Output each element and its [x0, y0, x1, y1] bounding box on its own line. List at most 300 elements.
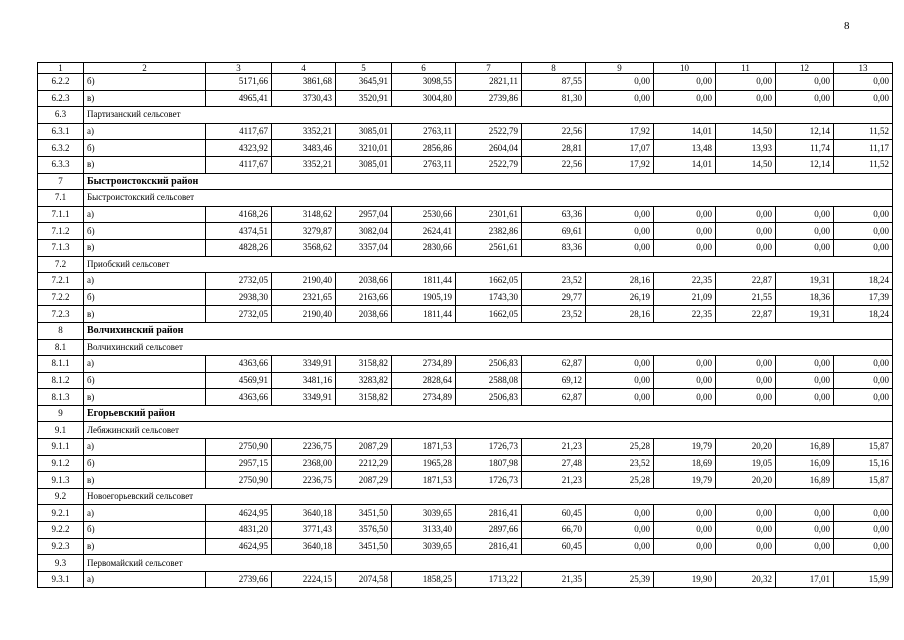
cell-col-6: 2763,11: [392, 123, 456, 140]
cell-col-3: 4363,66: [206, 356, 272, 373]
row-number: 7: [38, 173, 84, 190]
table-row: [38, 571, 893, 588]
cell-col-5: 2038,66: [336, 273, 392, 290]
cell-col-3: 4624,95: [206, 505, 272, 522]
cell-col-11: 0,00: [716, 505, 776, 522]
cell-col-13: 0,00: [834, 389, 893, 406]
row-variant: а): [84, 505, 206, 522]
district-title: Волчихинский район: [84, 322, 893, 339]
cell-col-11: 20,32: [716, 571, 776, 588]
table-row: [38, 74, 893, 91]
table-row: [38, 206, 893, 223]
cell-col-13: 18,24: [834, 273, 893, 290]
row-variant: в): [84, 389, 206, 406]
cell-col-12: 18,36: [776, 289, 834, 306]
cell-col-10: 0,00: [654, 206, 716, 223]
cell-col-10: 0,00: [654, 239, 716, 256]
cell-col-3: 4168,26: [206, 206, 272, 223]
column-header-12: 12: [776, 63, 834, 74]
cell-col-12: 19,31: [776, 306, 834, 323]
cell-col-8: 23,52: [522, 306, 586, 323]
section-title: Быстроистокский сельсовет: [84, 190, 893, 207]
table-row: [38, 273, 893, 290]
cell-col-3: 4117,67: [206, 123, 272, 140]
row-variant: б): [84, 223, 206, 240]
cell-col-9: 25,39: [586, 571, 654, 588]
cell-col-5: 3283,82: [336, 372, 392, 389]
row-number: 6.2.3: [38, 90, 84, 107]
cell-col-11: 0,00: [716, 538, 776, 555]
row-number: 7.1: [38, 190, 84, 207]
row-variant: а): [84, 273, 206, 290]
cell-col-5: 3158,82: [336, 389, 392, 406]
cell-col-5: 2163,66: [336, 289, 392, 306]
section-row: [38, 422, 893, 439]
cell-col-3: 2732,05: [206, 273, 272, 290]
cell-col-6: 3039,65: [392, 538, 456, 555]
cell-col-7: 2506,83: [456, 389, 522, 406]
cell-col-10: 13,48: [654, 140, 716, 157]
cell-col-7: 2816,41: [456, 505, 522, 522]
row-number: 9.2.1: [38, 505, 84, 522]
row-variant: б): [84, 289, 206, 306]
row-variant: а): [84, 571, 206, 588]
cell-col-9: 0,00: [586, 223, 654, 240]
cell-col-12: 0,00: [776, 389, 834, 406]
cell-col-10: 19,79: [654, 472, 716, 489]
row-number: 6.3: [38, 107, 84, 124]
table-row: [38, 123, 893, 140]
row-number: 9.1.1: [38, 439, 84, 456]
cell-col-5: 2074,58: [336, 571, 392, 588]
cell-col-7: 2522,79: [456, 156, 522, 173]
row-variant: в): [84, 306, 206, 323]
cell-col-11: 13,93: [716, 140, 776, 157]
cell-col-11: 0,00: [716, 223, 776, 240]
cell-col-12: 0,00: [776, 522, 834, 539]
cell-col-8: 87,55: [522, 74, 586, 91]
table-row: [38, 356, 893, 373]
cell-col-12: 11,74: [776, 140, 834, 157]
cell-col-8: 62,87: [522, 356, 586, 373]
district-title: Егорьевский район: [84, 405, 893, 422]
cell-col-3: 2750,90: [206, 439, 272, 456]
row-variant: а): [84, 356, 206, 373]
cell-col-6: 1858,25: [392, 571, 456, 588]
cell-col-12: 12,14: [776, 123, 834, 140]
cell-col-12: 0,00: [776, 356, 834, 373]
cell-col-6: 2830,66: [392, 239, 456, 256]
cell-col-6: 2734,89: [392, 389, 456, 406]
cell-col-12: 0,00: [776, 538, 834, 555]
row-number: 8.1.2: [38, 372, 84, 389]
cell-col-7: 2821,11: [456, 74, 522, 91]
table-row: [38, 439, 893, 456]
cell-col-10: 0,00: [654, 356, 716, 373]
cell-col-9: 0,00: [586, 538, 654, 555]
row-number: 7.1.3: [38, 239, 84, 256]
cell-col-9: 0,00: [586, 74, 654, 91]
cell-col-12: 0,00: [776, 90, 834, 107]
cell-col-11: 0,00: [716, 522, 776, 539]
table-row: [38, 306, 893, 323]
cell-col-6: 2856,86: [392, 140, 456, 157]
cell-col-8: 21,35: [522, 571, 586, 588]
column-header-2: 2: [84, 63, 206, 74]
cell-col-3: 4374,51: [206, 223, 272, 240]
cell-col-9: 0,00: [586, 239, 654, 256]
cell-col-13: 0,00: [834, 356, 893, 373]
cell-col-11: 14,50: [716, 123, 776, 140]
cell-col-7: 2816,41: [456, 538, 522, 555]
cell-col-11: 20,20: [716, 439, 776, 456]
cell-col-3: 2938,30: [206, 289, 272, 306]
row-variant: в): [84, 90, 206, 107]
section-title: Партизанский сельсовет: [84, 107, 893, 124]
cell-col-10: 0,00: [654, 538, 716, 555]
cell-col-7: 2506,83: [456, 356, 522, 373]
cell-col-8: 21,23: [522, 472, 586, 489]
cell-col-13: 0,00: [834, 522, 893, 539]
cell-col-9: 0,00: [586, 90, 654, 107]
section-title: Волчихинский сельсовет: [84, 339, 893, 356]
cell-col-5: 2038,66: [336, 306, 392, 323]
cell-col-4: 2224,15: [272, 571, 336, 588]
cell-col-7: 2739,86: [456, 90, 522, 107]
cell-col-10: 0,00: [654, 372, 716, 389]
cell-col-6: 3133,40: [392, 522, 456, 539]
row-number: 7.2: [38, 256, 84, 273]
column-header-8: 8: [522, 63, 586, 74]
cell-col-4: 3481,16: [272, 372, 336, 389]
cell-col-11: 21,55: [716, 289, 776, 306]
column-header-5: 5: [336, 63, 392, 74]
cell-col-11: 19,05: [716, 455, 776, 472]
cell-col-5: 2212,29: [336, 455, 392, 472]
section-row: [38, 339, 893, 356]
cell-col-9: 26,19: [586, 289, 654, 306]
cell-col-8: 21,23: [522, 439, 586, 456]
cell-col-4: 3640,18: [272, 505, 336, 522]
cell-col-4: 3483,46: [272, 140, 336, 157]
table-row: [38, 389, 893, 406]
cell-col-6: 1871,53: [392, 472, 456, 489]
cell-col-7: 1662,05: [456, 273, 522, 290]
row-variant: б): [84, 74, 206, 91]
cell-col-3: 4624,95: [206, 538, 272, 555]
cell-col-3: 5171,66: [206, 74, 272, 91]
cell-col-10: 0,00: [654, 90, 716, 107]
cell-col-6: 1811,44: [392, 273, 456, 290]
cell-col-9: 0,00: [586, 522, 654, 539]
cell-col-3: 4117,67: [206, 156, 272, 173]
section-row: [38, 190, 893, 207]
cell-col-7: 1726,73: [456, 439, 522, 456]
cell-col-12: 16,09: [776, 455, 834, 472]
column-header-11: 11: [716, 63, 776, 74]
district-title: Быстроистокский район: [84, 173, 893, 190]
cell-col-11: 0,00: [716, 206, 776, 223]
cell-col-8: 81,30: [522, 90, 586, 107]
cell-col-12: 12,14: [776, 156, 834, 173]
cell-col-7: 1726,73: [456, 472, 522, 489]
cell-col-13: 0,00: [834, 239, 893, 256]
cell-col-8: 22,56: [522, 123, 586, 140]
cell-col-11: 14,50: [716, 156, 776, 173]
table-row: [38, 90, 893, 107]
cell-col-13: 0,00: [834, 74, 893, 91]
cell-col-6: 1811,44: [392, 306, 456, 323]
cell-col-11: 0,00: [716, 239, 776, 256]
cell-col-4: 2190,40: [272, 273, 336, 290]
cell-col-4: 3730,43: [272, 90, 336, 107]
cell-col-10: 19,90: [654, 571, 716, 588]
cell-col-13: 15,16: [834, 455, 893, 472]
cell-col-9: 0,00: [586, 389, 654, 406]
cell-col-10: 0,00: [654, 223, 716, 240]
cell-col-4: 3148,62: [272, 206, 336, 223]
district-row: [38, 405, 893, 422]
district-row: [38, 322, 893, 339]
table-row: [38, 239, 893, 256]
cell-col-13: 15,87: [834, 439, 893, 456]
section-row: [38, 555, 893, 572]
row-number: 7.2.2: [38, 289, 84, 306]
row-number: 6.3.3: [38, 156, 84, 173]
row-number: 7.1.2: [38, 223, 84, 240]
cell-col-7: 1743,30: [456, 289, 522, 306]
row-number: 9: [38, 405, 84, 422]
row-variant: б): [84, 140, 206, 157]
cell-col-5: 3085,01: [336, 123, 392, 140]
cell-col-11: 0,00: [716, 74, 776, 91]
table-row: [38, 455, 893, 472]
section-row: [38, 107, 893, 124]
cell-col-4: 3568,62: [272, 239, 336, 256]
table-row: [38, 505, 893, 522]
cell-col-5: 2087,29: [336, 472, 392, 489]
cell-col-12: 0,00: [776, 372, 834, 389]
cell-col-10: 22,35: [654, 306, 716, 323]
cell-col-9: 25,28: [586, 439, 654, 456]
row-number: 7.1.1: [38, 206, 84, 223]
cell-col-4: 2321,65: [272, 289, 336, 306]
section-row: [38, 256, 893, 273]
table-row: [38, 372, 893, 389]
cell-col-12: 19,31: [776, 273, 834, 290]
cell-col-10: 0,00: [654, 505, 716, 522]
cell-col-3: 4569,91: [206, 372, 272, 389]
cell-col-8: 27,48: [522, 455, 586, 472]
cell-col-3: 2957,15: [206, 455, 272, 472]
cell-col-9: 0,00: [586, 372, 654, 389]
cell-col-13: 0,00: [834, 223, 893, 240]
cell-col-9: 17,92: [586, 123, 654, 140]
cell-col-5: 3451,50: [336, 505, 392, 522]
cell-col-6: 2828,64: [392, 372, 456, 389]
cell-col-9: 28,16: [586, 306, 654, 323]
row-number: 9.3.1: [38, 571, 84, 588]
row-number: 9.3: [38, 555, 84, 572]
cell-col-11: 22,87: [716, 273, 776, 290]
cell-col-13: 0,00: [834, 538, 893, 555]
cell-col-8: 69,61: [522, 223, 586, 240]
cell-col-12: 16,89: [776, 472, 834, 489]
cell-col-7: 2588,08: [456, 372, 522, 389]
cell-col-6: 3004,80: [392, 90, 456, 107]
cell-col-4: 2368,00: [272, 455, 336, 472]
cell-col-3: 4323,92: [206, 140, 272, 157]
column-header-6: 6: [392, 63, 456, 74]
cell-col-8: 60,45: [522, 538, 586, 555]
cell-col-13: 0,00: [834, 90, 893, 107]
cell-col-7: 1662,05: [456, 306, 522, 323]
cell-col-13: 11,52: [834, 123, 893, 140]
cell-col-8: 22,56: [522, 156, 586, 173]
page-number: 8: [844, 20, 850, 32]
row-variant: в): [84, 239, 206, 256]
cell-col-9: 17,07: [586, 140, 654, 157]
column-header-4: 4: [272, 63, 336, 74]
cell-col-6: 3039,65: [392, 505, 456, 522]
cell-col-13: 0,00: [834, 206, 893, 223]
cell-col-13: 15,99: [834, 571, 893, 588]
cell-col-3: 2739,66: [206, 571, 272, 588]
section-row: [38, 488, 893, 505]
cell-col-6: 2624,41: [392, 223, 456, 240]
row-number: 9.1.3: [38, 472, 84, 489]
cell-col-8: 23,52: [522, 273, 586, 290]
cell-col-4: 3861,68: [272, 74, 336, 91]
table-row: [38, 472, 893, 489]
cell-col-13: 18,24: [834, 306, 893, 323]
cell-col-6: 2734,89: [392, 356, 456, 373]
table-row: [38, 289, 893, 306]
cell-col-10: 0,00: [654, 522, 716, 539]
cell-col-7: 2522,79: [456, 123, 522, 140]
row-variant: в): [84, 472, 206, 489]
table-body: [38, 63, 893, 588]
row-number: 8.1: [38, 339, 84, 356]
cell-col-3: 4831,20: [206, 522, 272, 539]
cell-col-8: 29,77: [522, 289, 586, 306]
row-variant: в): [84, 538, 206, 555]
cell-col-9: 28,16: [586, 273, 654, 290]
cell-col-12: 0,00: [776, 74, 834, 91]
cell-col-7: 2561,61: [456, 239, 522, 256]
cell-col-12: 0,00: [776, 223, 834, 240]
row-number: 6.2.2: [38, 74, 84, 91]
cell-col-6: 2763,11: [392, 156, 456, 173]
row-number: 8.1.3: [38, 389, 84, 406]
cell-col-12: 17,01: [776, 571, 834, 588]
cell-col-7: 1807,98: [456, 455, 522, 472]
column-header-1: 1: [38, 63, 84, 74]
header-row: [38, 63, 893, 74]
row-number: 9.1: [38, 422, 84, 439]
cell-col-13: 17,39: [834, 289, 893, 306]
table-row: [38, 223, 893, 240]
column-header-13: 13: [834, 63, 893, 74]
cell-col-6: 2530,66: [392, 206, 456, 223]
cell-col-4: 3349,91: [272, 389, 336, 406]
cell-col-11: 0,00: [716, 356, 776, 373]
cell-col-5: 3520,91: [336, 90, 392, 107]
cell-col-13: 0,00: [834, 372, 893, 389]
cell-col-7: 2301,61: [456, 206, 522, 223]
cell-col-4: 2190,40: [272, 306, 336, 323]
cell-col-11: 0,00: [716, 389, 776, 406]
row-number: 9.2: [38, 488, 84, 505]
row-variant: б): [84, 372, 206, 389]
table-row: [38, 140, 893, 157]
cell-col-5: 3451,50: [336, 538, 392, 555]
cell-col-5: 3082,04: [336, 223, 392, 240]
section-title: Приобский сельсовет: [84, 256, 893, 273]
cell-col-5: 3158,82: [336, 356, 392, 373]
cell-col-11: 0,00: [716, 372, 776, 389]
cell-col-8: 60,45: [522, 505, 586, 522]
row-number: 9.2.2: [38, 522, 84, 539]
row-number: 9.2.3: [38, 538, 84, 555]
cell-col-5: 3576,50: [336, 522, 392, 539]
table-row: [38, 156, 893, 173]
row-number: 8: [38, 322, 84, 339]
cell-col-7: 1713,22: [456, 571, 522, 588]
cell-col-13: 11,17: [834, 140, 893, 157]
cell-col-4: 2236,75: [272, 472, 336, 489]
table-row: [38, 538, 893, 555]
cell-col-10: 0,00: [654, 389, 716, 406]
section-title: Новоегорьевский сельсовет: [84, 488, 893, 505]
cell-col-12: 0,00: [776, 239, 834, 256]
section-title: Первомайский сельсовет: [84, 555, 893, 572]
cell-col-3: 4828,26: [206, 239, 272, 256]
row-variant: б): [84, 455, 206, 472]
cell-col-13: 11,52: [834, 156, 893, 173]
cell-col-10: 21,09: [654, 289, 716, 306]
row-variant: а): [84, 123, 206, 140]
cell-col-4: 3349,91: [272, 356, 336, 373]
cell-col-3: 2750,90: [206, 472, 272, 489]
cell-col-3: 2732,05: [206, 306, 272, 323]
cell-col-4: 3279,87: [272, 223, 336, 240]
cell-col-11: 22,87: [716, 306, 776, 323]
cell-col-10: 14,01: [654, 156, 716, 173]
table-row: [38, 522, 893, 539]
row-variant: а): [84, 206, 206, 223]
cell-col-4: 2236,75: [272, 439, 336, 456]
column-header-9: 9: [586, 63, 654, 74]
cell-col-8: 63,36: [522, 206, 586, 223]
cell-col-13: 15,87: [834, 472, 893, 489]
cell-col-7: 2604,04: [456, 140, 522, 157]
cell-col-12: 0,00: [776, 206, 834, 223]
cell-col-10: 0,00: [654, 74, 716, 91]
cell-col-10: 22,35: [654, 273, 716, 290]
cell-col-5: 3210,01: [336, 140, 392, 157]
row-variant: в): [84, 156, 206, 173]
column-header-7: 7: [456, 63, 522, 74]
cell-col-5: 2087,29: [336, 439, 392, 456]
cell-col-4: 3771,43: [272, 522, 336, 539]
cell-col-12: 16,89: [776, 439, 834, 456]
district-row: [38, 173, 893, 190]
cell-col-8: 83,36: [522, 239, 586, 256]
row-number: 6.3.2: [38, 140, 84, 157]
cell-col-9: 25,28: [586, 472, 654, 489]
row-number: 8.1.1: [38, 356, 84, 373]
